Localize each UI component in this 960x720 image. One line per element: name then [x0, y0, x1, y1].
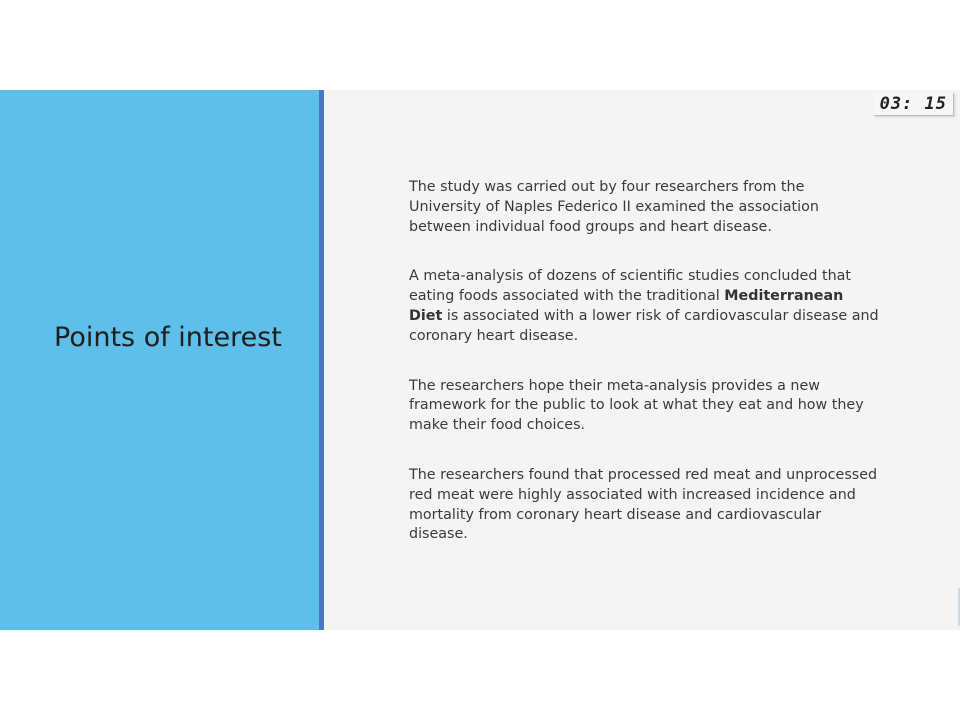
highlight-mediterranean-diet: Mediterranean Diet: [409, 288, 844, 324]
paragraph-text: A meta-analysis of dozens of scientific studies concluded that eating foods associated with the traditional: [409, 268, 851, 305]
title-panel: [0, 90, 320, 630]
paragraph-meta-analysis: [409, 267, 879, 346]
slide-title: Points of interest: [54, 322, 282, 353]
slide: [0, 90, 960, 630]
paragraph-text: is associated with a lower risk of cardiovascular disease and coronary heart disease.: [409, 307, 879, 344]
countdown-timer: 03: 15: [874, 93, 954, 116]
divider-bar: [319, 90, 324, 630]
paragraph-study: The study was carried out by four researchers from the University of Naples Federico II examined the association between individual food groups and heart disease.: [409, 179, 819, 235]
content-area: [409, 178, 879, 575]
paragraph-red-meat: The researchers found that processed red meat and unprocessed red meat were highly associated with increased incidence and mortality from coronary heart disease and cardiovascular disease.: [409, 466, 878, 543]
paragraph-framework: The researchers hope their meta-analysis provides a new framework for the public to look at what they eat and how they make their food choices.: [409, 377, 864, 434]
